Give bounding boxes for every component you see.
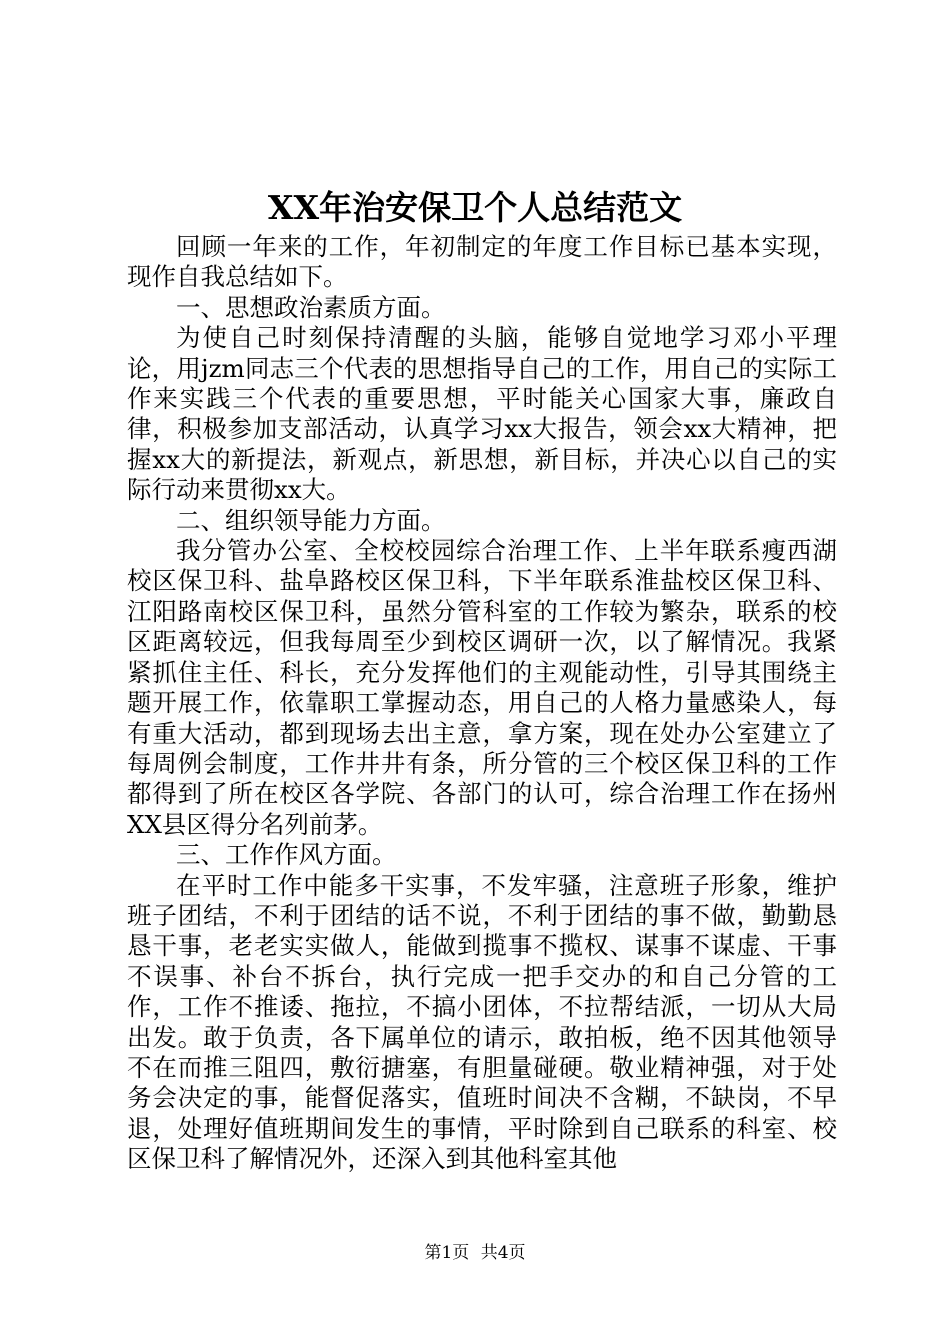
paragraph-section-1: 为使自己时刻保持清醒的头脑，能够自觉地学习邓小平理论，用jzm同志三个代表的思想指导自己的工作，用自己的实际工作来实践三个代表的重要思想，平时能关心国家大事，廉政自律，积极参加支部活动，认真学习xx大报告，领会xx大精神，把握xx大的新提法，新观点，新思想，新目标，并决心以自己的实际行动来贯彻xx大。 xyxy=(127,323,837,505)
section-heading-3: 三、工作作风方面。 xyxy=(176,840,397,870)
page-total: 共4页 xyxy=(480,1243,526,1263)
paragraph-section-2: 我分管办公室、全校校园综合治理工作、上半年联系瘦西湖校区保卫科、盐阜路校区保卫科，下半年联系淮盐校区保卫科、江阳路南校区保卫科，虽然分管科室的工作较为繁杂，联系的校区距离较远，但我每周至少到校区调研一次，以了解情况。我紧紧抓住主任、科长，充分发挥他们的主观能动性，引导其围绕主题开展工作，依靠职工掌握动态，用自己的人格力量感染人，每有重大活动，都到现场去出主意，拿方案，现在处办公室建立了每周例会制度，工作井井有条，所分管的三个校区保卫科的工作都得到了所在校区各学院、各部门的认可，综合治理工作在扬州XX县区得分名列前茅。 xyxy=(127,536,837,839)
page-number: 第1页 xyxy=(424,1243,470,1263)
paragraph-section-3: 在平时工作中能多干实事，不发牢骚，注意班子形象，维护班子团结，不利于团结的话不说，不利于团结的事不做，勤勤恳恳干事，老老实实做人，能做到揽事不揽权、谋事不谋虚、干事不误事、补台不拆台，执行完成一把手交办的和自己分管的工作，工作不推诿、拖拉，不搞小团体，不拉帮结派，一切从大局出发。敢于负责，各下属单位的请示，敢拍板，绝不因其他领导不在而推三阻四，敷衍搪塞，有胆量碰硬。敬业精神强，对于处务会决定的事，能督促落实，值班时间决不含糊，不缺岗，不早退，处理好值班期间发生的事情，平时除到自己联系的科室、校区保卫科了解情况外，还深入到其他科室其他 xyxy=(127,870,837,1174)
section-heading-2: 二、组织领导能力方面。 xyxy=(176,505,446,535)
document-title: XX年治安保卫个人总结范文 xyxy=(267,188,683,227)
document-body xyxy=(127,232,837,1175)
section-heading-1: 一、思想政治素质方面。 xyxy=(176,292,446,322)
paragraph-intro: 回顾一年来的工作，年初制定的年度工作目标已基本实现，现作自我总结如下。 xyxy=(127,232,837,292)
page-footer xyxy=(0,1242,950,1264)
